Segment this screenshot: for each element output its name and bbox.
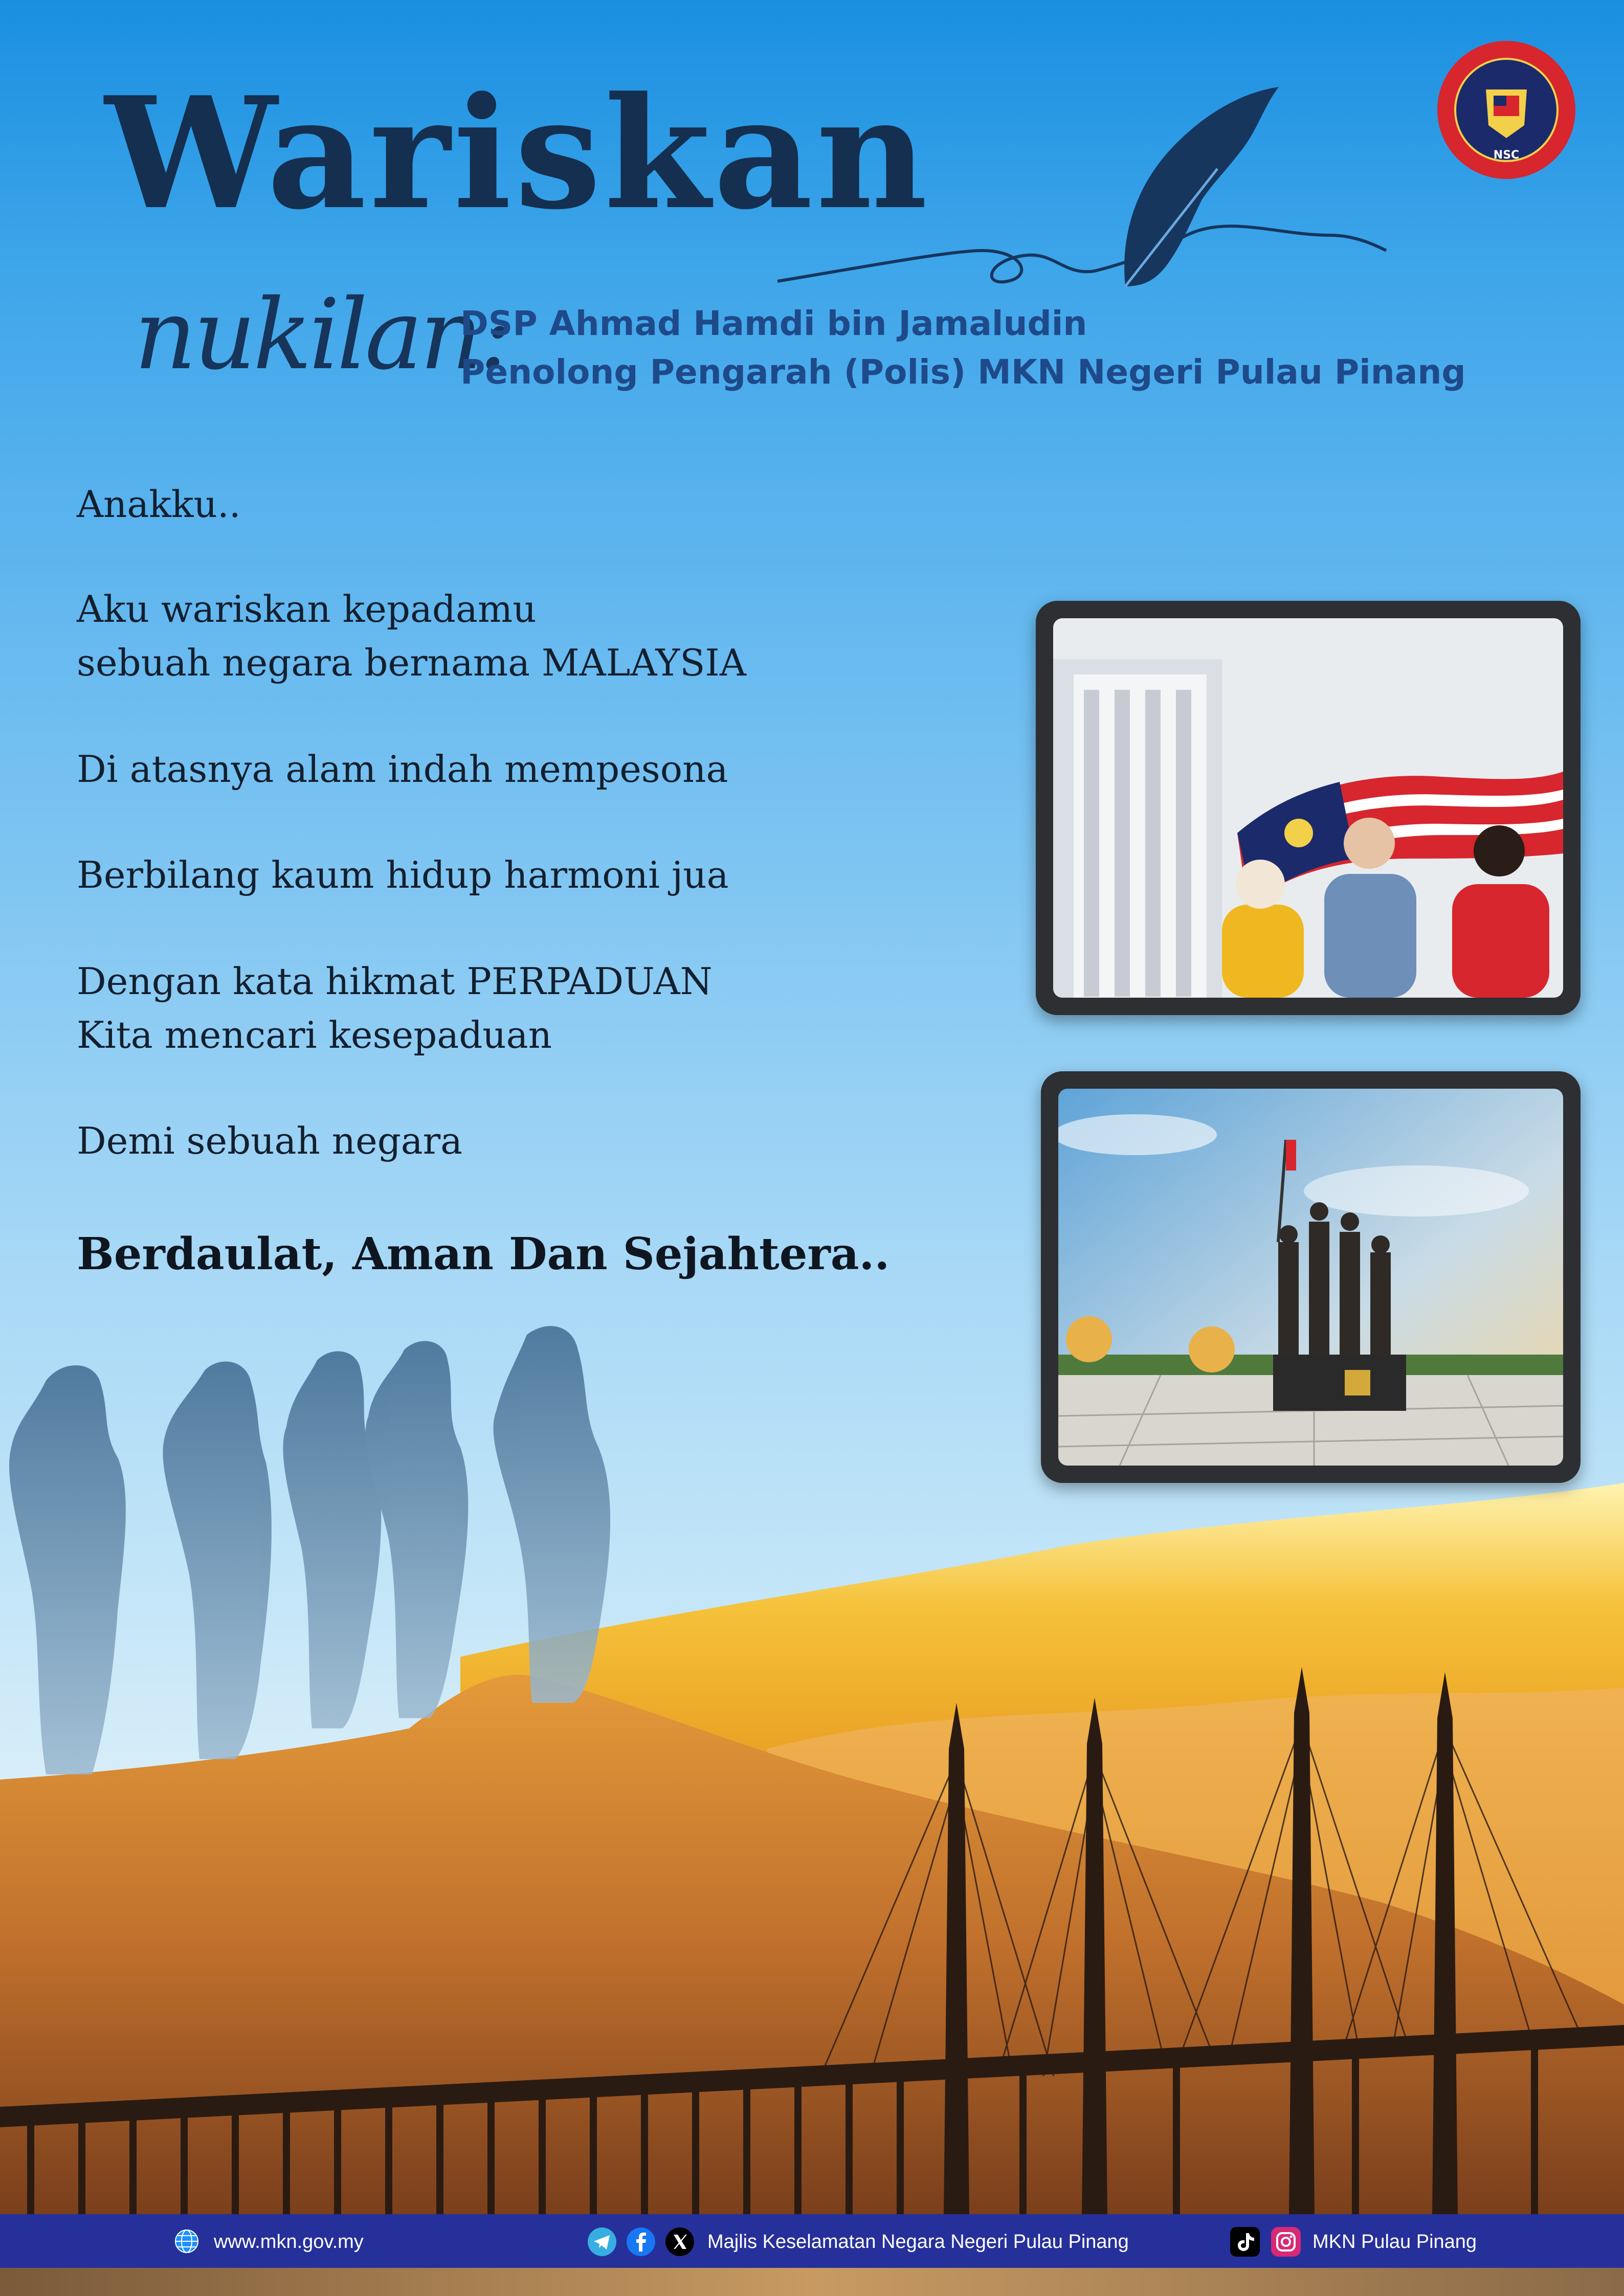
social-handle[interactable]: MKN Pulau Pinang xyxy=(1312,2231,1477,2253)
poem-line: Demi sebuah negara xyxy=(77,1119,463,1162)
tiktok-icon[interactable] xyxy=(1230,2227,1260,2257)
facebook-icon[interactable] xyxy=(626,2227,656,2257)
national-monument-photo xyxy=(1058,1089,1563,1466)
bottom-photo-strip xyxy=(0,2268,1624,2296)
tablet-photo-unity xyxy=(1036,601,1581,1015)
poem-line: Di atasnya alam indah mempesona xyxy=(77,748,728,791)
tablet-photo-monument xyxy=(1041,1071,1581,1483)
mkn-badge-logo xyxy=(1435,38,1578,182)
quill-icon xyxy=(767,82,1391,322)
author-name: DSP Ahmad Hamdi bin Jamaludin xyxy=(460,304,1087,343)
telegram-icon[interactable] xyxy=(587,2227,617,2257)
poem-line: Berbilang kaum hidup harmoni jua xyxy=(77,853,729,896)
unity-photo xyxy=(1053,618,1563,998)
instagram-icon[interactable] xyxy=(1271,2227,1301,2257)
poem-line: Aku wariskan kepadamu xyxy=(77,588,537,631)
footer-bar xyxy=(0,2214,1624,2268)
website-link[interactable]: www.mkn.gov.my xyxy=(214,2231,364,2253)
poem-closing: Berdaulat, Aman Dan Sejahtera.. xyxy=(77,1228,890,1280)
poem-line: Anakku.. xyxy=(77,483,241,526)
poster-title: Wariskan xyxy=(105,63,931,243)
x-icon[interactable] xyxy=(665,2227,695,2257)
author-position: Penolong Pengarah (Polis) MKN Negeri Pulau Pinang xyxy=(460,352,1466,392)
byline-label: nukilan: xyxy=(134,278,509,391)
svg-text:NSC: NSC xyxy=(1493,149,1520,162)
poem-line: Dengan kata hikmat PERPADUAN xyxy=(77,960,713,1003)
council-name: Majlis Keselamatan Negara Negeri Pulau Pinang xyxy=(707,2231,1129,2253)
poem-line: Kita mencari kesepaduan xyxy=(77,1014,552,1056)
poem-line: sebuah negara bernama MALAYSIA xyxy=(77,641,746,684)
globe-icon[interactable] xyxy=(174,2229,199,2254)
